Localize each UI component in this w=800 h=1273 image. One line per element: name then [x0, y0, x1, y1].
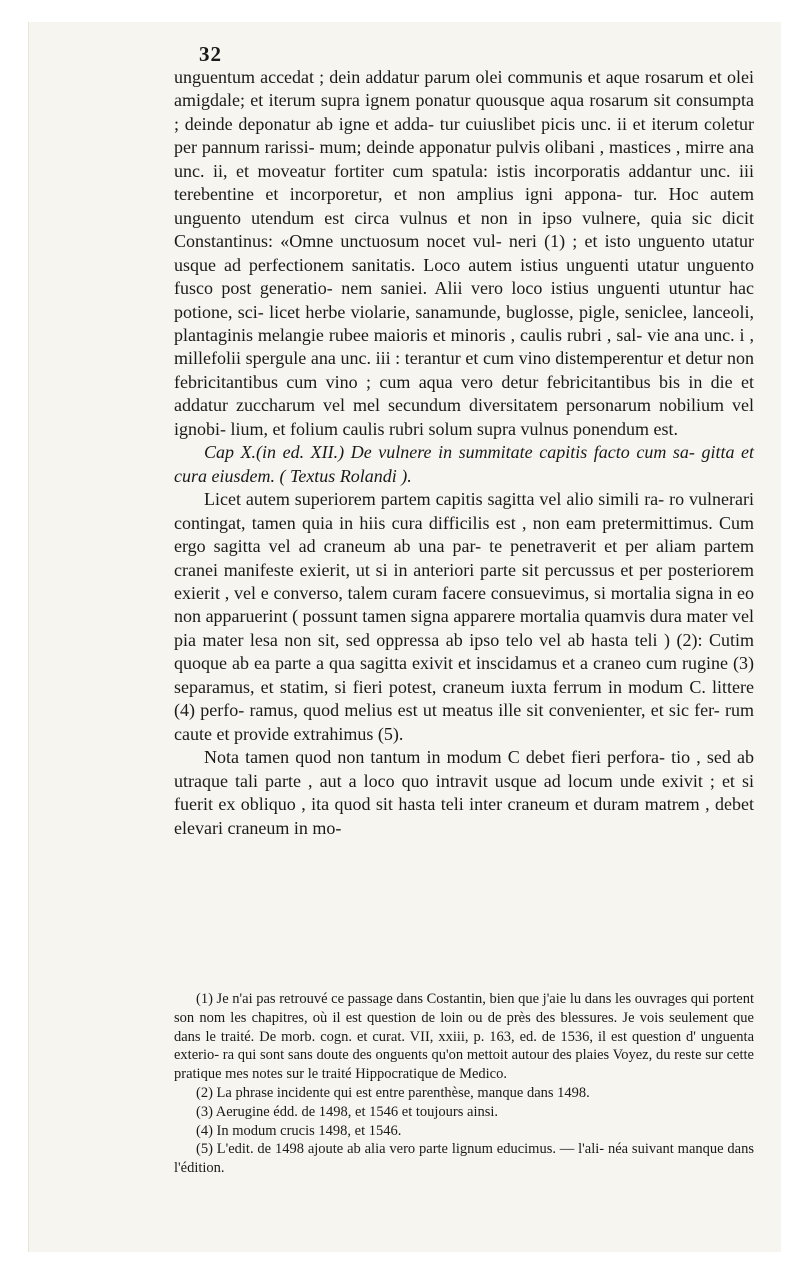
text-line: aqua rosarum sit consumpta ; deinde deponatur ab igne et adda-: [174, 90, 754, 134]
text-line: nem saniei. Alii vero loco istius unguenti utuntur hac potione, sci-: [174, 278, 755, 322]
paragraph-1: [174, 66, 754, 441]
book-page: [28, 22, 781, 1252]
text-line: ab hasta teli ) (2): Cutim quoque ab ea parte a qua sagitta exivit: [174, 629, 754, 674]
text-line: plantaginis melangie rubee maioris et minoris , caulis rubri , sal-: [174, 324, 648, 345]
text-line: vulnere, quia sic dicit Constantinus: «Omne unctuosum nocet vul-: [174, 207, 754, 252]
text-line: et inscidamus et a craneo cum rugine (3) separamus, et statim, si: [174, 653, 755, 697]
text-line: converso, talem curam facere consuevimus, si mortalia signa in eo: [273, 582, 754, 603]
text-line: vie ana unc. i , millefolii spergule ana unc. iii : terantur et cum: [174, 324, 754, 369]
text-line: eam pretermittimus. Cum ergo sagitta vel ad craneum ab una par-: [174, 512, 755, 557]
footnote-line: de près des blessures. Je vois seulement que dans le traité. De morb. cogn.: [174, 1009, 754, 1045]
text-line: rosarum et olei amigdale; et iterum supra ignem ponatur quousque: [174, 67, 754, 111]
text-line: lium, et folium caulis rubri solum supra vulnus ponendum est.: [230, 418, 678, 439]
text-line: unguentum accedat ; dein addatur parum olei communis et aque: [174, 67, 645, 87]
text-line: tur. Hoc autem unguento utendum est circa vulnus et non in ipso: [174, 184, 754, 228]
heading-line: Cap X.(in ed. XII.) De vulnere in summitate capitis facto cum sa-: [204, 442, 702, 463]
footnote-line: du reste sur cette pratique mes notes sur le traité Hippocratique de Medico.: [174, 1047, 754, 1083]
paragraph-2: [174, 488, 754, 746]
footnotes: [174, 990, 754, 1178]
footnote-line: néa suivant manque dans l'édition.: [174, 1141, 754, 1177]
text-line: locum unde exivit ; et si fuerit ex obliquo , ita quod sit hasta teli: [174, 770, 754, 815]
text-line: dura mater vel pia mater lesa non sit, sed oppressa ab ipso telo vel: [174, 606, 754, 650]
footnote-3: (3) Aerugine édd. de 1498, et 1546 et toujours ainsi.: [196, 1103, 499, 1120]
footnote-line: les ouvrages qui portent son nom les chapitres, où il est question de loin ou: [174, 991, 754, 1026]
text-line: vino distemperentur et detur non febricitantibus cum vino ; cum: [174, 348, 754, 392]
text-line: rum caute et provide extrahimus (5).: [174, 700, 755, 744]
text-line: tur cuiuslibet picis unc. ii et iterum coletur per pannum rarissi-: [174, 113, 754, 158]
text-line: mum; deinde apponatur pulvis olibani , mastices , mirre ana unc.: [174, 137, 754, 181]
footnote-4: (4) In modum crucis 1498, et 1546.: [196, 1122, 402, 1139]
text-line: Loco autem istius unguenti utatur unguento fusco post generatio-: [174, 254, 754, 299]
text-line: vel mel secundum diversitatem personarum nobilium vel ignobi-: [174, 395, 754, 439]
page-number: 32: [199, 42, 222, 66]
text-line: non apparuerint ( possunt tamen signa apparere mortalia quamvis: [174, 606, 650, 627]
footnote-5: [174, 1140, 754, 1178]
text-line: licet herbe violarie, sanamunde, buglosse, pigle, seniclee, lanceoli,: [269, 301, 754, 322]
main-text: [174, 66, 754, 840]
text-line: aqua vero detur febricitantibus bis in die et addatur zuccharum: [174, 371, 755, 416]
text-line: ramus, quod melius est ut meatus ille sit convenienter, et sic fer-: [249, 700, 726, 721]
footnote-2: (2) La phrase incidente qui est entre parenthèse, manque dans 1498.: [196, 1084, 590, 1101]
footnote-line: (5) L'edit. de 1498 ajoute ab alia vero parte lignum educimus. — l'ali-: [196, 1141, 608, 1158]
heading-line: gitta et cura eiusdem. ( Textus Rolandi ).: [174, 442, 754, 486]
footnote-line: (1) Je n'ai pas retrouvé ce passage dans Costantin, bien que j'aie lu dans: [196, 991, 615, 1007]
text-line: unc. iii terebentine et incorporetur, et non amplius igni appona-: [174, 160, 754, 205]
text-line: in anteriori parte sit percussus et per posteriorem exierit , vel e: [174, 559, 754, 603]
footnote-1: [174, 990, 754, 1084]
paragraph-3: [174, 746, 754, 840]
text-line: ii, et moveatur fortiter cum spatula: istis incorporatis addantur: [213, 160, 700, 181]
text-line: ro vulnerari contingat, tamen quia in hiis cura difficilis est , non: [174, 489, 754, 533]
text-line: te penetraverit et per aliam partem cranei manifeste exierit, ut si: [174, 536, 755, 580]
footnote-line: et curat. VII, xxiii, p. 163, ed. de 1536, il est question d' unguenta exterio-: [174, 1028, 754, 1064]
text-line: inter craneum et duram matrem , debet elevari craneum in mo-: [174, 794, 754, 838]
footnote-line: ra qui sont sans doute des onguents qu'on mettoit autour des plaies Voyez,: [222, 1047, 656, 1064]
chapter-heading: [174, 441, 754, 488]
text-line: Nota tamen quod non tantum in modum C debet fieri perfora-: [204, 747, 672, 768]
text-line: neri (1) ; et isto unguento utatur usque ad perfectionem sanitatis.: [174, 231, 755, 275]
text-line: tio , sed ab utraque tali parte , aut a loco quo intravit usque ad: [174, 747, 754, 791]
text-line: fieri potest, craneum iuxta ferrum in modum C. littere (4) perfo-: [174, 676, 755, 721]
text-line: Licet autem superiorem partem capitis sagitta vel alio simili ra-: [204, 489, 670, 510]
